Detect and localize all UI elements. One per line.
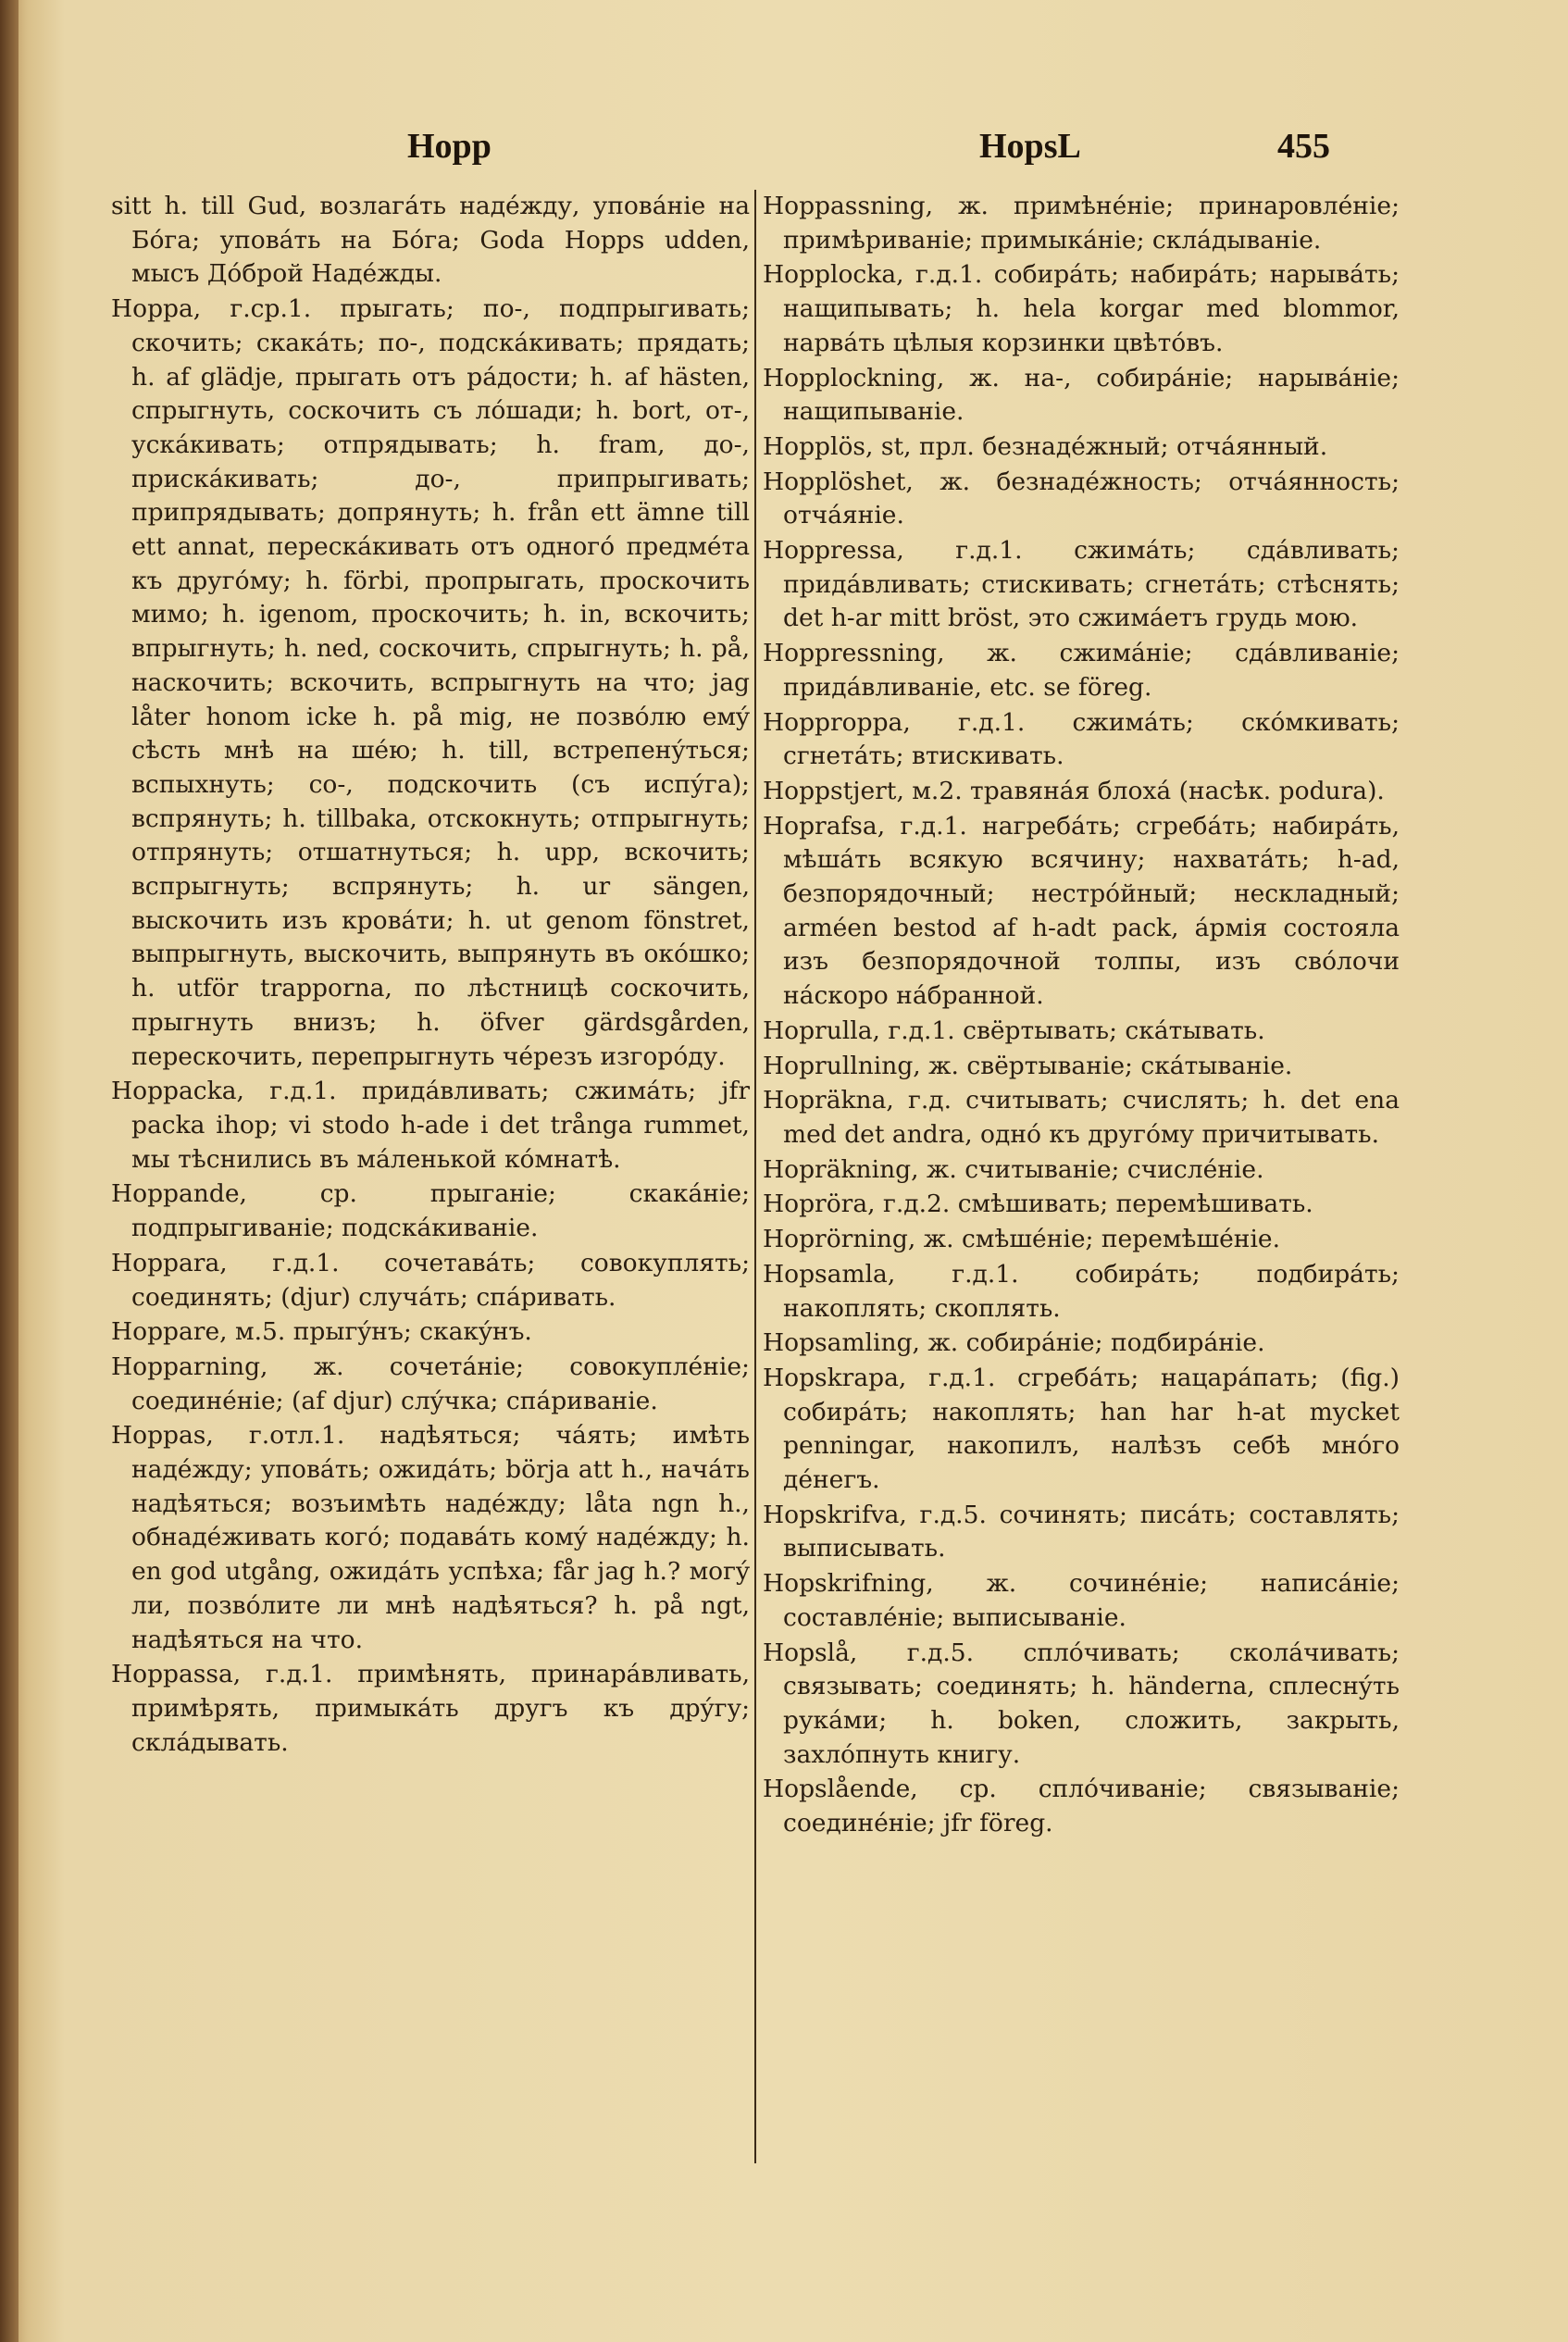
- dictionary-entry: Hoppassning, ж. примѣнéніе; принаровлéніе; примѣриваніе; примыкáніе; склáдываніе.: [763, 192, 1400, 255]
- dictionary-entry: Hopskrifning, ж. сочинéніе; написáніе; составлéніе; выписываніе.: [763, 1569, 1400, 1632]
- dictionary-entry: sitt h. till Gud, возлагáть надéжду, уповáніе на Бóга; уповáть на Бóга; Goda Hopps udden, мысъ Дóброй Надéжды.: [111, 192, 750, 289]
- dictionary-entry: Hopräkning, ж. считываніе; счислéніе.: [763, 1154, 1264, 1184]
- dictionary-entry: Hoppa, г.ср.1. прыгать; по-, подпрыгивать; скочить; скакáть; по-, подскáкивать; прядать; h. af glädje, прыгать отъ рáдости; h. af hästen, спрыгнуть, соскочить съ лóшади; h. bort, от-, ускáкивать; отпрядывать; h. fram, до-, прискáкивать; до-, припрыгивать; припрядывать; допрянуть; h. från ett ämne till ett annat, перескáкивать отъ одногó предмéта къ другóму; h. förbi, пропрыгать, проскочить мимо; h. igenom, проскочить; h. in, вскочить; впрыгнуть; h. ned, соскочить, спрыгнуть; h. på, наскочить; вскочить, вспрыгнуть на что; jag låter honom icke h. på mig, не позвóлю емý сѣсть мнѣ на шéю; h. till, встрепенýться; вспыхнуть; со-, подскочить (съ испýга); вспрянуть; h. tillbaka, отскокнуть; отпрыгнуть; отпрянуть; отшатнуться; h. upp, вскочить; вспрыгнуть; вспрянуть; h. ur sängen, выскочить изъ кровáти; h. ut genom fönstret, выпрыгнуть, выскочить, выпрянуть въ окóшко; h. utför trapporna, по лѣстницѣ соскочить, прыгнуть внизъ; h. öfver gärdsgården, перескочить, перепрыгнуть чéрезъ изгорóду.: [111, 294, 750, 1071]
- dictionary-entry: Hopparning, ж. сочетáніе; совокуплéніе; соединéніе; (af djur) слýчка; спáриваніе.: [111, 1352, 750, 1415]
- dictionary-entry: Hopplös, st, прл. безнадéжный; отчáянный.: [763, 431, 1328, 461]
- dictionary-entry: Hoprörning, ж. смѣшéніе; перемѣшéніе.: [763, 1225, 1281, 1254]
- dictionary-entry: Hopplöshet, ж. безнадéжность; отчáянность; отчáяніе.: [763, 467, 1400, 530]
- book-spine-shadow: [0, 0, 19, 2342]
- dictionary-entry: Hopskrifva, г.д.5. сочинять; писáть; составлять; выписывать.: [763, 1500, 1400, 1563]
- dictionary-entry: Hoppassa, г.д.1. примѣнять, принарáвливать, примѣрять, примыкáть другъ къ дрýгу; склáдывать.: [111, 1660, 750, 1757]
- dictionary-entry: Hoppande, ср. прыганіе; скакáніе; подпрыгиваніе; подскáкиваніе.: [111, 1179, 750, 1243]
- dictionary-entry: Hoppstjert, м.2. травянáя блохá (насѣк. podura).: [763, 776, 1385, 805]
- dictionary-entry: Hoppressning, ж. сжимáніе; сдáвливаніе; придáвливаніе, etc. se föreg.: [763, 639, 1400, 702]
- dictionary-entry: Hopräkna, г.д. считывать; счислять; h. det ena med det andra, однó къ другóму причитывать.: [763, 1086, 1400, 1149]
- dictionary-entry: Hopsamla, г.д.1. собирáть; подбирáть; накоплять; скоплять.: [763, 1259, 1400, 1323]
- dictionary-entry: Hopskrapa, г.д.1. сгребáть; нацарáпать; (fig.) собирáть; накоплять; han har h-at mycket penningar, накопилъ, налѣзъ себѣ мнóго дéнегъ.: [763, 1363, 1400, 1495]
- dictionary-entry: Hoprulla, г.д.1. свёртывать; скáтывать.: [763, 1015, 1265, 1045]
- page-number: 455: [1277, 127, 1330, 166]
- dictionary-entry: Hoppara, г.д.1. сочетавáть; совокуплять; соединять; (djur) случáть; спáривать.: [111, 1248, 750, 1312]
- dictionary-entry: Hopplockning, ж. на-, собирáніе; нарывáніе; нащипываніе.: [763, 363, 1400, 427]
- dictionary-entry: Hoppacka, г.д.1. придáвливать; сжимáть; jfr packa ihop; vi stodo h-ade i det trånga rummet, мы тѣснились въ мáленькой кóмнатѣ.: [111, 1077, 750, 1174]
- dictionary-entry: Hopslå, г.д.5. сплóчивать; сколáчивать; связывать; соединять; h. händerna, сплеснýть рукáми; h. boken, сложить, закрыть, захлóпнуть книгу.: [763, 1638, 1400, 1769]
- dictionary-entry: Hopproppa, г.д.1. сжимáть; скóмкивать; сгнетáть; втискивать.: [763, 707, 1400, 771]
- dictionary-entry: Hoprafsa, г.д.1. нагребáть; сгребáть; набирáть, мѣшáть всякую всячину; нахватáть; h-ad, безпорядочный; нестрóйный; нескладный; arméen bestod af h-adt pack, áрмія состояла изъ безпорядочной толпы, изъ свóлочи нáскоро нáбранной.: [763, 811, 1400, 1011]
- dictionary-entry: Hoppas, г.отл.1. надѣяться; чáять; имѣть надéжду; уповáть; ожидáть; börja att h., начáть надѣяться; возъимѣть надéжду; låta ngn h., обнадéживать когó; подавáть комý надéжду; h. en god utgång, ожидáть успѣха; får jag h.? могý ли, позвóлите ли мнѣ надѣяться? h. på ngt, надѣяться на что.: [111, 1421, 750, 1654]
- dictionary-entry: Hopsamling, ж. собирáніе; подбирáніе.: [763, 1328, 1265, 1358]
- dictionary-entry: Hoppare, м.5. прыгýнъ; скакýнъ.: [111, 1317, 532, 1347]
- dictionary-entry: Hopslående, ср. сплóчиваніе; связываніе; соединéніе; jfr föreg.: [763, 1775, 1400, 1838]
- dictionary-entry: Hoppressa, г.д.1. сжимáть; сдáвливать; придáвливать; стискивать; сгнетáть; стѣснять; det h-ar mitt bröst, это сжимáетъ грудь мою.: [763, 536, 1400, 633]
- dictionary-entry: Hopplocka, г.д.1. собирáть; набирáть; нарывáть; нащипывать; h. hela korgar med blommor, нарвáть цѣлыя корзинки цвѣтóвъ.: [763, 260, 1400, 357]
- left-column: [111, 190, 750, 1760]
- header-right-guide-word: HopsL: [979, 127, 1081, 166]
- page-header: [0, 118, 1568, 174]
- right-column: [763, 190, 1400, 1841]
- column-divider: [754, 190, 756, 2163]
- dictionary-entry: Hopröra, г.д.2. смѣшивать; перемѣшивать.: [763, 1190, 1313, 1219]
- header-left-guide-word: Hopp: [407, 127, 492, 166]
- dictionary-entry: Hoprullning, ж. свёртываніе; скáтываніе.: [763, 1051, 1293, 1080]
